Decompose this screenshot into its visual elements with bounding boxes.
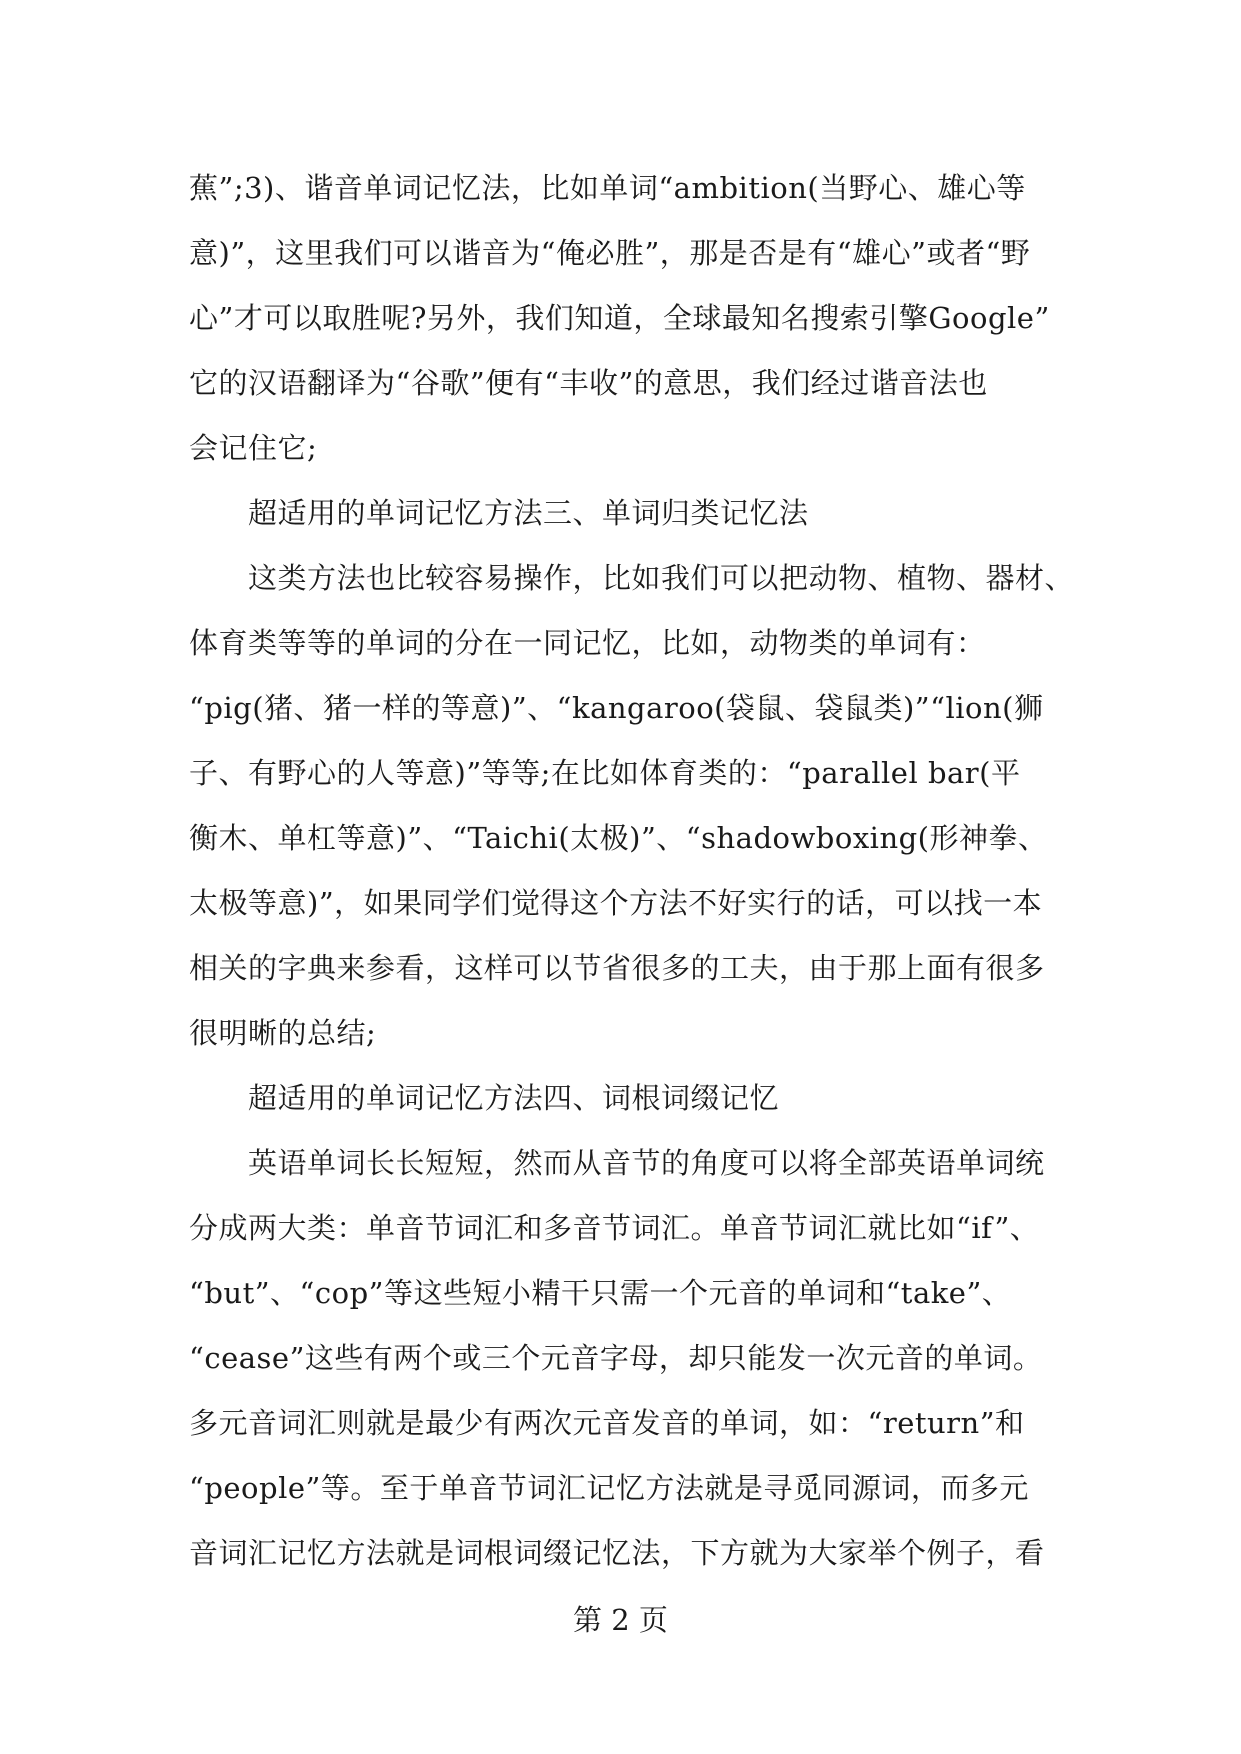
paragraph-first-line: 这类方法也比较容易操作，比如我们可以把动物、植物、器材、 <box>248 561 1075 595</box>
text-line: 衡木、单杠等意)”、“Taichi(太极)”、“shadowboxing(形神拳、 <box>189 821 1048 855</box>
text-line: 多元音词汇则就是最少有两次元音发音的单词，如：“return”和 <box>189 1406 1025 1440</box>
section-heading: 超适用的单词记忆方法三、单词归类记忆法 <box>248 496 809 530</box>
body-text <box>189 156 1075 1586</box>
text-line: “cease”这些有两个或三个元音字母，却只能发一次元音的单词。 <box>189 1341 1043 1375</box>
text-line: 很明晰的总结; <box>189 1016 377 1050</box>
section-heading: 超适用的单词记忆方法四、词根词缀记忆 <box>248 1081 780 1115</box>
text-line: 音词汇记忆方法就是词根词缀记忆法，下方就为大家举个例子，看 <box>189 1536 1045 1570</box>
text-line: “people”等。至于单音节词汇记忆方法就是寻觅同源词，而多元 <box>189 1471 1029 1505</box>
text-line: 分成两大类：单音节词汇和多音节词汇。单音节词汇就比如“if”、 <box>189 1211 1040 1245</box>
paragraph-first-line: 英语单词长长短短，然而从音节的角度可以将全部英语单词统 <box>248 1146 1045 1180</box>
text-line: 相关的字典来参看，这样可以节省很多的工夫，由于那上面有很多 <box>189 951 1045 985</box>
text-line: 蕉”;3)、谐音单词记忆法，比如单词“ambition(当野心、雄心等 <box>189 171 1026 205</box>
text-line: 会记住它; <box>189 431 318 465</box>
text-line: 它的汉语翻译为“谷歌”便有“丰收”的意思，我们经过谐音法也 <box>189 366 988 400</box>
text-line: 体育类等等的单词的分在一同记忆，比如，动物类的单词有： <box>189 626 986 660</box>
text-line: “pig(猪、猪一样的等意)”、“kangaroo(袋鼠、袋鼠类)”“lion(狮 <box>189 691 1044 725</box>
text-line: 心”才可以取胜呢?另外，我们知道，全球最知名搜索引擎Google” <box>189 301 1050 335</box>
page-number: 第 2 页 <box>573 1603 668 1637</box>
text-line: 太极等意)”，如果同学们觉得这个方法不好实行的话，可以找一本 <box>189 886 1043 920</box>
text-line: “but”、“cop”等这些短小精干只需一个元音的单词和“take”、 <box>189 1276 1012 1310</box>
text-line: 意)”，这里我们可以谐音为“俺必胜”，那是否是有“雄心”或者“野 <box>189 236 1031 270</box>
text-line: 子、有野心的人等意)”等等;在比如体育类的：“parallel bar(平 <box>189 756 1021 790</box>
